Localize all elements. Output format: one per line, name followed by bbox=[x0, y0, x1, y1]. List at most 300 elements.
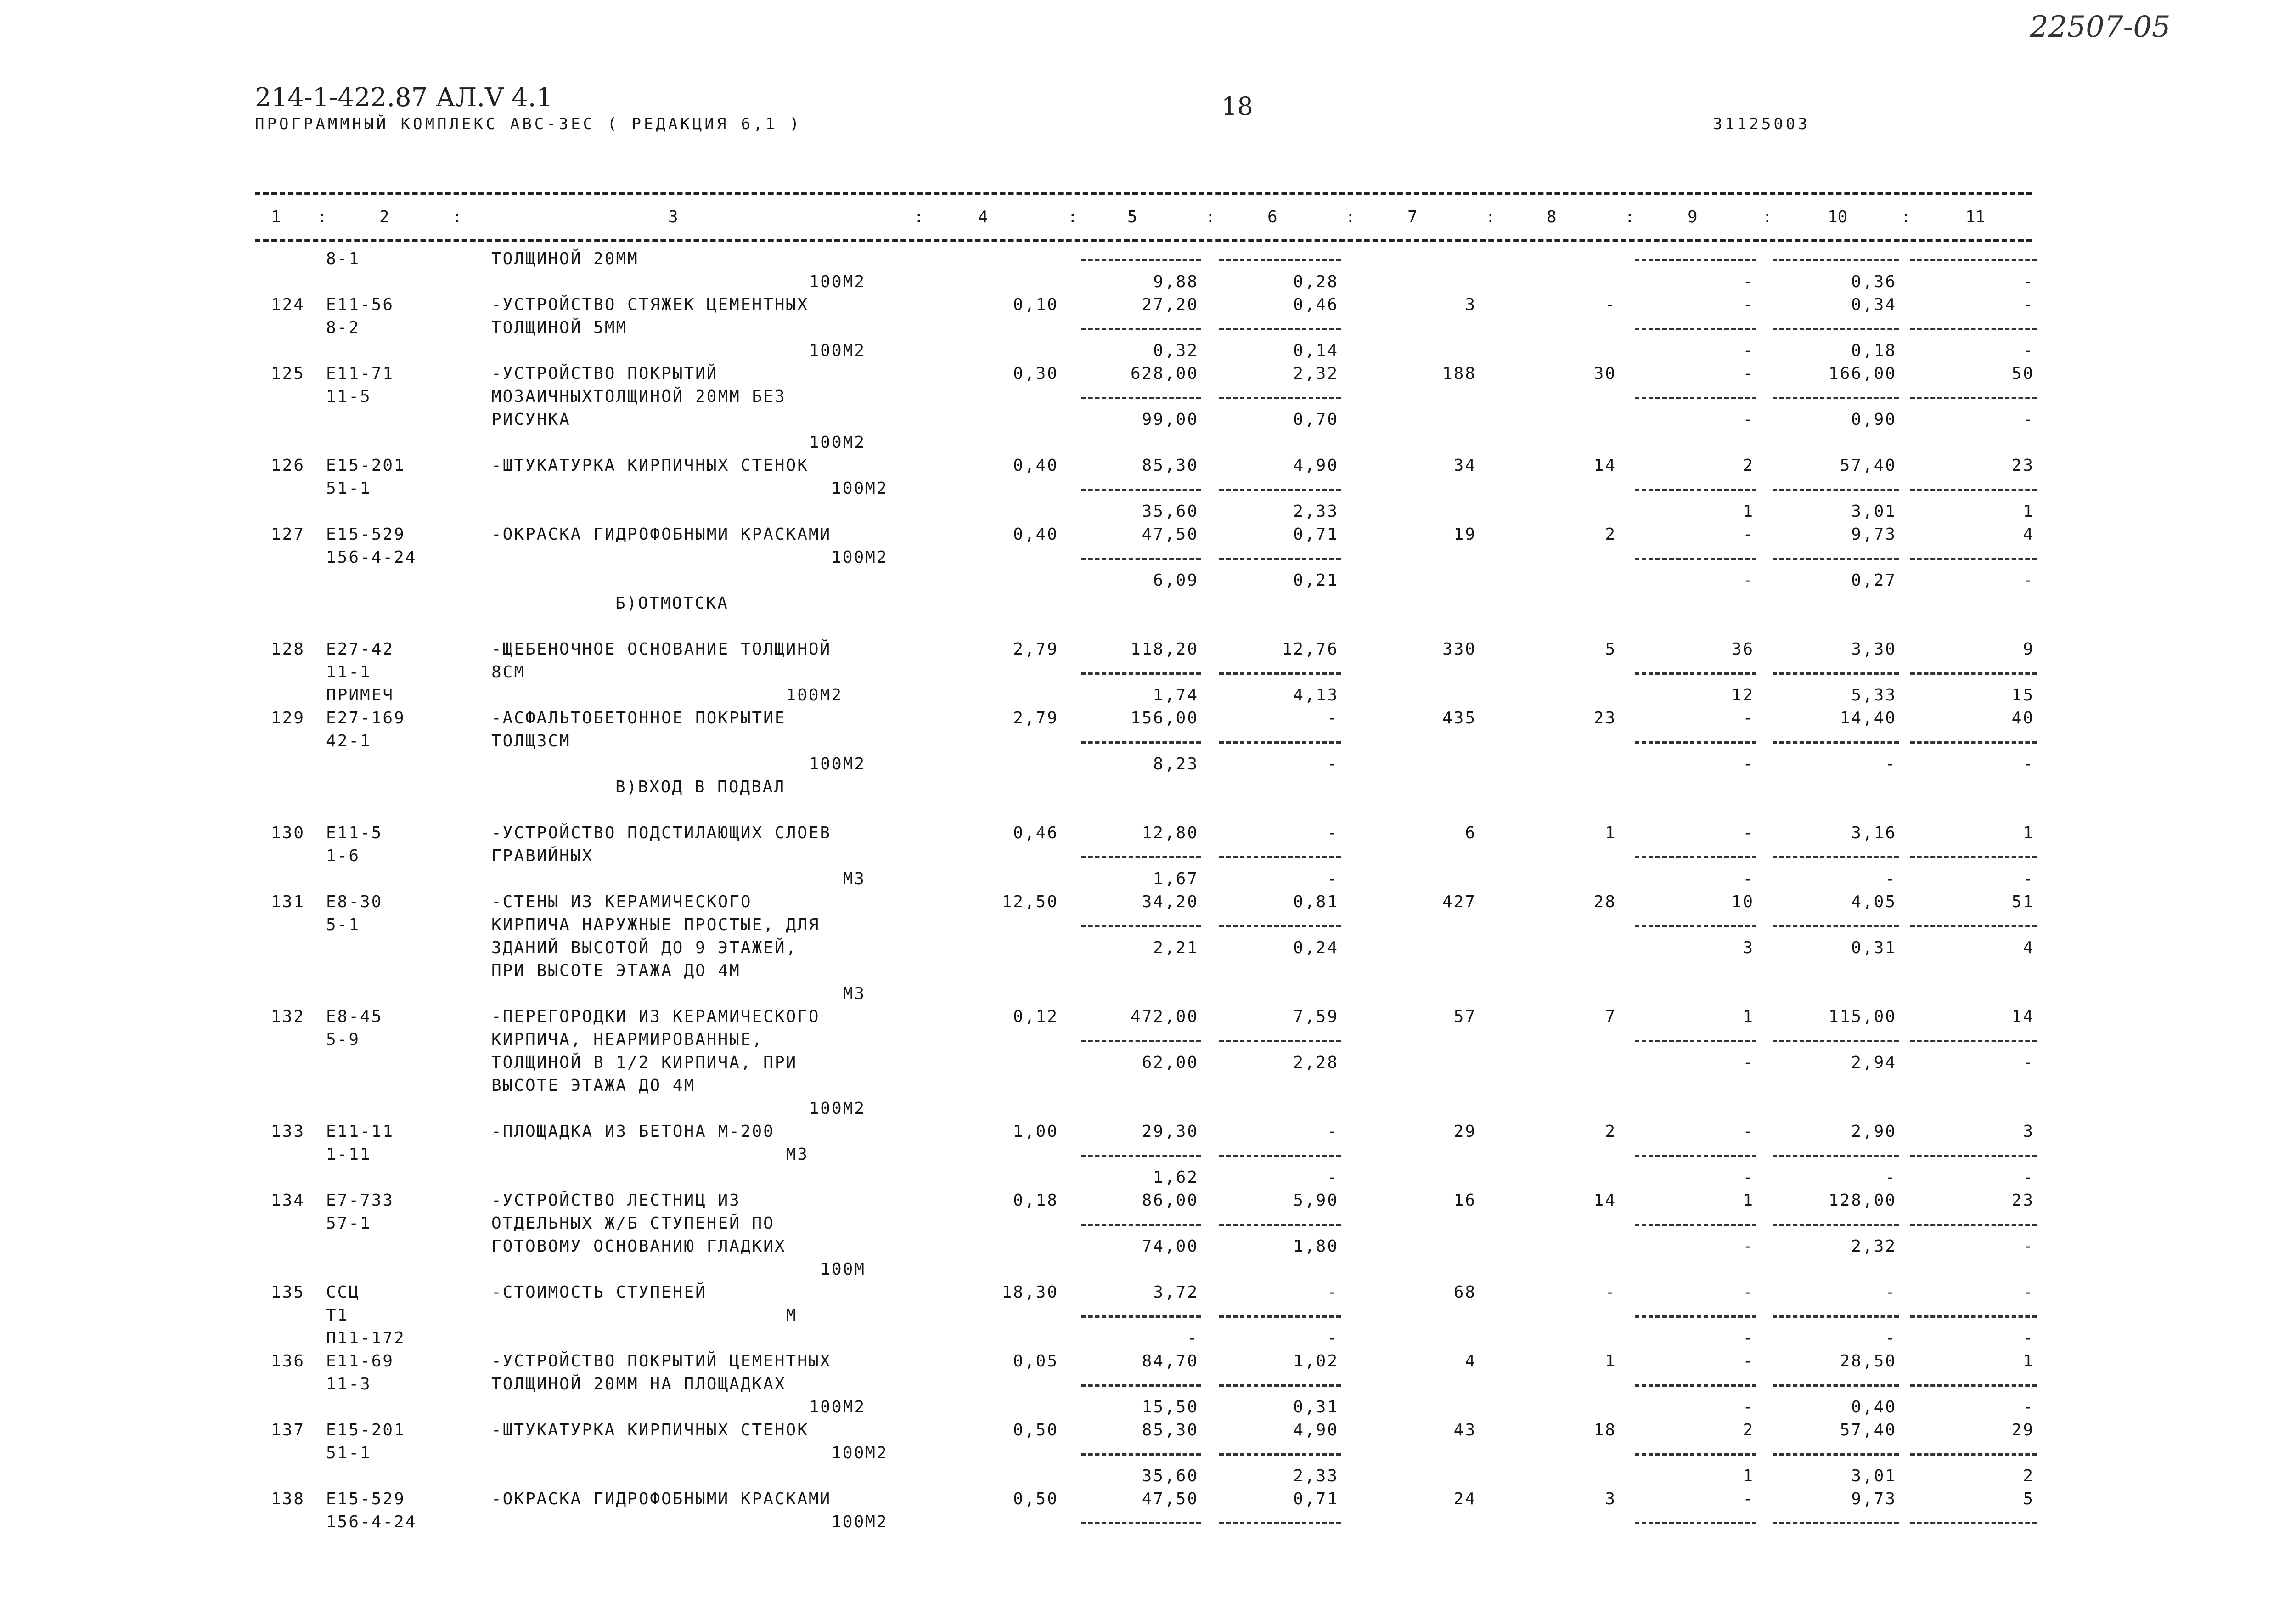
cell-desc: МОЗАИЧНЫХТОЛЩИНОЙ 20ММ БЕЗ bbox=[491, 387, 786, 406]
cell-m: 0,46 bbox=[1293, 295, 1339, 314]
cell-no: 126 bbox=[271, 456, 305, 475]
cell-c11: 5 bbox=[2023, 1490, 2034, 1508]
cell-p: 99,00 bbox=[1142, 410, 1199, 429]
cell-c11: - bbox=[2023, 1398, 2034, 1417]
dashed-subrule bbox=[1081, 1453, 1201, 1456]
cell-desc: 100М2 bbox=[491, 1513, 888, 1531]
cell-c11: 51 bbox=[2011, 892, 2034, 911]
cell-code: 1-11 bbox=[326, 1145, 371, 1164]
cell-c10: 9,73 bbox=[1851, 525, 1896, 544]
cell-no: 132 bbox=[271, 1007, 305, 1026]
cell-c9: - bbox=[1743, 1122, 1754, 1141]
table-row bbox=[0, 294, 2296, 316]
cell-desc: ГРАВИЙНЫХ bbox=[491, 847, 594, 865]
table-row bbox=[0, 730, 2296, 752]
cell-code: Е27-169 bbox=[326, 709, 405, 728]
cell-c8: - bbox=[1605, 295, 1616, 314]
cell-m: 2,28 bbox=[1293, 1053, 1339, 1072]
cell-c10: 4,05 bbox=[1851, 892, 1896, 911]
cell-p: 86,00 bbox=[1142, 1191, 1199, 1210]
cell-desc: -АСФАЛЬТОБЕТОННОЕ ПОКРЫТИЕ bbox=[491, 709, 786, 728]
cell-k: 18,30 bbox=[1002, 1283, 1058, 1302]
table-row bbox=[0, 1213, 2296, 1235]
cell-k: 2,79 bbox=[1013, 640, 1058, 659]
cell-p: 156,00 bbox=[1130, 709, 1199, 728]
cell-desc: -УСТРОЙСТВО СТЯЖЕК ЦЕМЕНТНЫХ bbox=[491, 295, 809, 314]
cell-desc: ЗДАНИЙ ВЫСОТОЙ ДО 9 ЭТАЖЕЙ, bbox=[491, 938, 798, 957]
cell-code: Е8-30 bbox=[326, 892, 383, 911]
cell-desc: -ШТУКАТУРКА КИРПИЧНЫХ СТЕНОК bbox=[491, 456, 809, 475]
col-sep: : bbox=[1762, 208, 1773, 226]
table-row bbox=[0, 524, 2296, 546]
dashed-subrule bbox=[1773, 741, 1899, 744]
dashed-subrule bbox=[1910, 1315, 2037, 1318]
col-header-7: 7 bbox=[1407, 208, 1418, 226]
cell-c11: 3 bbox=[2023, 1122, 2034, 1141]
cell-c7: 24 bbox=[1453, 1490, 1476, 1508]
cell-c9: 2 bbox=[1743, 456, 1754, 475]
table-row bbox=[0, 432, 2296, 454]
cell-p: 1,67 bbox=[1153, 869, 1199, 888]
cell-c9: - bbox=[1743, 1283, 1754, 1302]
cell-c11: 29 bbox=[2011, 1421, 2034, 1439]
table-row bbox=[0, 1488, 2296, 1510]
cell-m: - bbox=[1327, 1283, 1339, 1302]
cell-c9: - bbox=[1743, 709, 1754, 728]
cell-m: 0,14 bbox=[1293, 341, 1339, 360]
cell-no: 133 bbox=[271, 1122, 305, 1141]
cell-desc: -ПЕРЕГОРОДКИ ИЗ КЕРАМИЧЕСКОГО bbox=[491, 1007, 820, 1026]
cell-c9: - bbox=[1743, 1168, 1754, 1187]
table-row bbox=[0, 1442, 2296, 1464]
cell-code: Е15-529 bbox=[326, 1490, 405, 1508]
cell-c7: 427 bbox=[1442, 892, 1476, 911]
cell-code: 42-1 bbox=[326, 732, 371, 751]
cell-p: 9,88 bbox=[1153, 272, 1199, 291]
archive-stamp: 22507-05 bbox=[2030, 10, 2171, 44]
unit-of-measure: 100М2 bbox=[809, 272, 866, 291]
col-header-10: 10 bbox=[1828, 208, 1848, 226]
cell-m: 4,13 bbox=[1293, 686, 1339, 705]
cell-code: 8-2 bbox=[326, 318, 360, 337]
cell-desc: 100М2 bbox=[491, 548, 888, 567]
cell-no: 137 bbox=[271, 1421, 305, 1439]
cell-c10: 0,36 bbox=[1851, 272, 1896, 291]
dashed-subrule bbox=[1910, 1155, 2037, 1157]
cell-c7: 43 bbox=[1453, 1421, 1476, 1439]
table-row bbox=[0, 1281, 2296, 1304]
cell-no: 125 bbox=[271, 364, 305, 383]
cell-m: 0,71 bbox=[1293, 1490, 1339, 1508]
cell-code: 11-1 bbox=[326, 663, 371, 682]
dashed-subrule bbox=[1081, 1315, 1201, 1318]
dashed-subrule bbox=[1910, 397, 2037, 399]
cell-c7: 330 bbox=[1442, 640, 1476, 659]
dashed-subrule bbox=[1219, 1522, 1341, 1524]
dashed-subrule bbox=[1910, 741, 2037, 744]
table-row bbox=[0, 478, 2296, 500]
document-code: 214-1-422.87 АЛ.V 4.1 bbox=[255, 83, 553, 113]
cell-c10: 0,18 bbox=[1851, 341, 1896, 360]
dashed-subrule bbox=[1773, 397, 1899, 399]
cell-m: 0,24 bbox=[1293, 938, 1339, 957]
dashed-subrule bbox=[1910, 672, 2037, 675]
cell-c9: - bbox=[1743, 1053, 1754, 1072]
cell-c9: - bbox=[1743, 755, 1754, 773]
cell-desc: 8СМ bbox=[491, 663, 526, 682]
cell-c11: - bbox=[2023, 410, 2034, 429]
dashed-subrule bbox=[1219, 856, 1341, 858]
cell-no: 130 bbox=[271, 824, 305, 842]
dashed-subrule bbox=[1635, 1522, 1756, 1524]
cell-c11: 4 bbox=[2023, 525, 2034, 544]
cell-desc: -ЩЕБЕНОЧНОЕ ОСНОВАНИЕ ТОЛЩИНОЙ bbox=[491, 640, 832, 659]
table-row bbox=[0, 1075, 2296, 1097]
cell-c11: - bbox=[2023, 295, 2034, 314]
cell-desc: 100М2 bbox=[491, 479, 888, 498]
table-row bbox=[0, 1236, 2296, 1258]
table-row bbox=[0, 1304, 2296, 1326]
cell-c8: 14 bbox=[1593, 1191, 1616, 1210]
cell-m: 1,02 bbox=[1293, 1352, 1339, 1371]
unit-of-measure: 100М2 bbox=[809, 433, 866, 452]
unit-of-measure: 100М2 bbox=[809, 1099, 866, 1118]
table-row bbox=[0, 1327, 2296, 1349]
cell-m: 0,31 bbox=[1293, 1398, 1339, 1417]
cell-c9: 2 bbox=[1743, 1421, 1754, 1439]
dashed-subrule bbox=[1773, 1522, 1899, 1524]
table-row bbox=[0, 868, 2296, 890]
col-sep: : bbox=[1205, 208, 1216, 226]
cell-c7: 435 bbox=[1442, 709, 1476, 728]
table-row bbox=[0, 1052, 2296, 1074]
cell-c11: 14 bbox=[2011, 1007, 2034, 1026]
dashed-subrule bbox=[1910, 558, 2037, 560]
col-sep: : bbox=[1486, 208, 1496, 226]
cell-m: 12,76 bbox=[1282, 640, 1339, 659]
cell-m: 0,71 bbox=[1293, 525, 1339, 544]
cell-p: 628,00 bbox=[1130, 364, 1199, 383]
dashed-subrule bbox=[1910, 489, 2037, 491]
col-sep: : bbox=[1068, 208, 1078, 226]
cell-m: - bbox=[1327, 1329, 1339, 1348]
cell-c8: 30 bbox=[1593, 364, 1616, 383]
dashed-subrule bbox=[1219, 1315, 1341, 1318]
cell-code: 51-1 bbox=[326, 1444, 371, 1462]
cell-code: 156-4-24 bbox=[326, 1513, 417, 1531]
dashed-subrule bbox=[1910, 328, 2037, 330]
cell-c7: 19 bbox=[1453, 525, 1476, 544]
dashed-subrule bbox=[1219, 1384, 1341, 1387]
cell-c7: 6 bbox=[1465, 824, 1476, 842]
cell-c9: 1 bbox=[1743, 502, 1754, 521]
cell-p: 85,30 bbox=[1142, 1421, 1199, 1439]
cell-desc: РИСУНКА bbox=[491, 410, 571, 429]
dashed-subrule bbox=[1219, 1040, 1341, 1042]
cell-c9: 12 bbox=[1731, 686, 1754, 705]
dashed-subrule bbox=[1773, 259, 1899, 261]
dashed-subrule bbox=[1635, 1315, 1756, 1318]
cell-c9: - bbox=[1743, 295, 1754, 314]
cell-desc: М3 bbox=[491, 1145, 809, 1164]
cell-code: Е11-69 bbox=[326, 1352, 394, 1371]
cell-desc: ВЫСОТЕ ЭТАЖА ДО 4М bbox=[491, 1076, 696, 1095]
cell-p: 0,32 bbox=[1153, 341, 1199, 360]
cell-c8: 18 bbox=[1593, 1421, 1616, 1439]
cell-k: 12,50 bbox=[1002, 892, 1058, 911]
cell-c11: 1 bbox=[2023, 824, 2034, 842]
col-header-3: 3 bbox=[668, 208, 678, 226]
dashed-subrule bbox=[1773, 489, 1899, 491]
dashed-subrule bbox=[1910, 1384, 2037, 1387]
table-row bbox=[0, 845, 2296, 867]
cell-c8: 1 bbox=[1605, 824, 1616, 842]
cell-c10: 0,40 bbox=[1851, 1398, 1896, 1417]
cell-c7: 57 bbox=[1453, 1007, 1476, 1026]
cell-p: 34,20 bbox=[1142, 892, 1199, 911]
dashed-subrule bbox=[1910, 259, 2037, 261]
unit-of-measure: М3 bbox=[843, 984, 866, 1003]
dashed-subrule bbox=[1635, 856, 1756, 858]
dashed-subrule bbox=[1635, 672, 1756, 675]
dashed-subrule bbox=[1219, 1224, 1341, 1226]
dashed-subrule bbox=[1910, 1224, 2037, 1226]
cell-c9: - bbox=[1743, 1352, 1754, 1371]
table-row bbox=[0, 799, 2296, 821]
cell-c10: - bbox=[1885, 869, 1896, 888]
cell-c7: 188 bbox=[1442, 364, 1476, 383]
cell-c9: - bbox=[1743, 824, 1754, 842]
cell-c11: - bbox=[2023, 869, 2034, 888]
cell-c11: - bbox=[2023, 571, 2034, 590]
cell-c11: - bbox=[2023, 341, 2034, 360]
col-sep: : bbox=[1901, 208, 1911, 226]
cell-c8: 7 bbox=[1605, 1007, 1616, 1026]
col-header-1: 1 bbox=[271, 208, 281, 226]
cell-c7: 34 bbox=[1453, 456, 1476, 475]
dashed-subrule bbox=[1081, 672, 1201, 675]
cell-p: 85,30 bbox=[1142, 456, 1199, 475]
dashed-subrule bbox=[1219, 259, 1341, 261]
cell-desc: ОТДЕЛЬНЫХ Ж/Б СТУПЕНЕЙ ПО bbox=[491, 1214, 775, 1233]
cell-c11: - bbox=[2023, 1168, 2034, 1187]
cell-c11: 1 bbox=[2023, 1352, 2034, 1371]
table-row bbox=[0, 1098, 2296, 1120]
cell-m: - bbox=[1327, 1168, 1339, 1187]
section-title: В)ВХОД В ПОДВАЛ bbox=[615, 778, 786, 796]
cell-c9: - bbox=[1743, 272, 1754, 291]
dashed-subrule bbox=[1910, 1453, 2037, 1456]
cell-desc: КИРПИЧА, НЕАРМИРОВАННЫЕ, bbox=[491, 1030, 764, 1049]
cell-code: 156-4-24 bbox=[326, 548, 417, 567]
cell-no: 135 bbox=[271, 1283, 305, 1302]
table-row bbox=[0, 547, 2296, 569]
cell-c10: 28,50 bbox=[1840, 1352, 1896, 1371]
cell-c9: 3 bbox=[1743, 938, 1754, 957]
cell-code: Е15-201 bbox=[326, 456, 405, 475]
cell-m: 5,90 bbox=[1293, 1191, 1339, 1210]
cell-k: 0,40 bbox=[1013, 456, 1058, 475]
cell-c11: 15 bbox=[2011, 686, 2034, 705]
unit-of-measure: 100М2 bbox=[809, 1398, 866, 1417]
cell-k: 0,50 bbox=[1013, 1490, 1058, 1508]
cell-c11: 23 bbox=[2011, 456, 2034, 475]
dashed-subrule bbox=[1219, 925, 1341, 927]
cell-k: 0,50 bbox=[1013, 1421, 1058, 1439]
dashed-subrule bbox=[1081, 1522, 1201, 1524]
cell-m: - bbox=[1327, 755, 1339, 773]
cell-c7: 3 bbox=[1465, 295, 1476, 314]
dashed-subrule bbox=[1635, 397, 1756, 399]
cell-no: 128 bbox=[271, 640, 305, 659]
cell-desc: ГОТОВОМУ ОСНОВАНИЮ ГЛАДКИХ bbox=[491, 1237, 786, 1256]
cell-c8: 1 bbox=[1605, 1352, 1616, 1371]
cell-m: - bbox=[1327, 1122, 1339, 1141]
col-sep: : bbox=[1625, 208, 1635, 226]
cell-desc: 100М2 bbox=[491, 686, 843, 705]
cell-k: 1,00 bbox=[1013, 1122, 1058, 1141]
cell-code: Е15-529 bbox=[326, 525, 405, 544]
dashed-subrule bbox=[1635, 925, 1756, 927]
cell-m: 2,33 bbox=[1293, 1467, 1339, 1485]
cell-code: Е27-42 bbox=[326, 640, 394, 659]
cell-code: П11-172 bbox=[326, 1329, 405, 1348]
dashed-subrule bbox=[1773, 1040, 1899, 1042]
cell-c11: - bbox=[2023, 1329, 2034, 1348]
cell-p: 8,23 bbox=[1153, 755, 1199, 773]
cell-k: 0,05 bbox=[1013, 1352, 1058, 1371]
cell-no: 129 bbox=[271, 709, 305, 728]
cell-c10: 2,90 bbox=[1851, 1122, 1896, 1141]
cell-c11: 2 bbox=[2023, 1467, 2034, 1485]
cell-m: 0,21 bbox=[1293, 571, 1339, 590]
cell-c8: 28 bbox=[1593, 892, 1616, 911]
dashed-subrule bbox=[1081, 856, 1201, 858]
dashed-subrule bbox=[1219, 1453, 1341, 1456]
dashed-subrule bbox=[1081, 397, 1201, 399]
table-row bbox=[0, 638, 2296, 660]
cell-no: 127 bbox=[271, 525, 305, 544]
cell-c9: - bbox=[1743, 341, 1754, 360]
cell-code: 11-3 bbox=[326, 1375, 371, 1394]
table-row bbox=[0, 707, 2296, 729]
cell-p: 47,50 bbox=[1142, 525, 1199, 544]
cell-c10: 3,01 bbox=[1851, 502, 1896, 521]
dashed-subrule bbox=[1773, 1315, 1899, 1318]
unit-of-measure: 100М2 bbox=[809, 341, 866, 360]
cell-c10: 57,40 bbox=[1840, 1421, 1896, 1439]
dashed-subrule bbox=[1635, 1453, 1756, 1456]
cell-m: 0,70 bbox=[1293, 410, 1339, 429]
cell-m: 7,59 bbox=[1293, 1007, 1339, 1026]
dashed-subrule bbox=[1081, 741, 1201, 744]
cell-code: ССЦ bbox=[326, 1283, 360, 1302]
dashed-subrule bbox=[1910, 925, 2037, 927]
cell-c8: 3 bbox=[1605, 1490, 1616, 1508]
dashed-subrule bbox=[1773, 925, 1899, 927]
cell-c10: 0,90 bbox=[1851, 410, 1896, 429]
cell-no: 124 bbox=[271, 295, 305, 314]
cell-c9: 36 bbox=[1731, 640, 1754, 659]
cell-k: 0,18 bbox=[1013, 1191, 1058, 1210]
dashed-subrule bbox=[1773, 1224, 1899, 1226]
table-row bbox=[0, 983, 2296, 1005]
cell-c10: 0,31 bbox=[1851, 938, 1896, 957]
cell-p: 2,21 bbox=[1153, 938, 1199, 957]
cell-c7: 29 bbox=[1453, 1122, 1476, 1141]
col-header-5: 5 bbox=[1127, 208, 1137, 226]
dashed-subrule bbox=[1081, 558, 1201, 560]
cell-c9: 10 bbox=[1731, 892, 1754, 911]
cell-c11: 40 bbox=[2011, 709, 2034, 728]
table-row bbox=[0, 891, 2296, 913]
dashed-subrule bbox=[1219, 672, 1341, 675]
cell-c10: - bbox=[1885, 1168, 1896, 1187]
cell-c11: - bbox=[2023, 1283, 2034, 1302]
cell-c7: 68 bbox=[1453, 1283, 1476, 1302]
table-row bbox=[0, 570, 2296, 592]
cell-code: 1-6 bbox=[326, 847, 360, 865]
table-row bbox=[0, 684, 2296, 706]
dashed-subrule bbox=[1219, 741, 1341, 744]
cell-no: 131 bbox=[271, 892, 305, 911]
table-row bbox=[0, 317, 2296, 339]
cell-k: 0,40 bbox=[1013, 525, 1058, 544]
cell-c10: 2,32 bbox=[1851, 1237, 1896, 1256]
dashed-subrule bbox=[1219, 558, 1341, 560]
cell-p: 47,50 bbox=[1142, 1490, 1199, 1508]
dashed-subrule bbox=[1910, 1522, 2037, 1524]
cell-no: 138 bbox=[271, 1490, 305, 1508]
cell-desc: -ОКРАСКА ГИДРОФОБНЫМИ КРАСКАМИ bbox=[491, 1490, 832, 1508]
dashed-subrule bbox=[1635, 1155, 1756, 1157]
cell-k: 0,46 bbox=[1013, 824, 1058, 842]
dashed-subrule bbox=[1773, 856, 1899, 858]
unit-of-measure: 100М2 bbox=[809, 755, 866, 773]
cell-m: 2,32 bbox=[1293, 364, 1339, 383]
cell-code: Т1 bbox=[326, 1306, 349, 1325]
dashed-subrule bbox=[1635, 741, 1756, 744]
dashed-subrule bbox=[1081, 1384, 1201, 1387]
dashed-subrule bbox=[1081, 925, 1201, 927]
cell-k: 0,10 bbox=[1013, 295, 1058, 314]
dashed-subrule bbox=[1635, 328, 1756, 330]
table-row bbox=[0, 1465, 2296, 1487]
cell-c11: 50 bbox=[2011, 364, 2034, 383]
cell-c9: 1 bbox=[1743, 1191, 1754, 1210]
doc-number: 31125003 bbox=[1713, 115, 1810, 133]
table-row bbox=[0, 271, 2296, 293]
cell-p: 74,00 bbox=[1142, 1237, 1199, 1256]
cell-code: 11-5 bbox=[326, 387, 371, 406]
cell-p: 1,62 bbox=[1153, 1168, 1199, 1187]
cell-code: Е15-201 bbox=[326, 1421, 405, 1439]
cell-p: 3,72 bbox=[1153, 1283, 1199, 1302]
cell-c10: 57,40 bbox=[1840, 456, 1896, 475]
cell-p: 472,00 bbox=[1130, 1007, 1199, 1026]
top-rule bbox=[255, 192, 2032, 195]
dashed-subrule bbox=[1773, 1155, 1899, 1157]
cell-code: Е11-11 bbox=[326, 1122, 394, 1141]
dashed-subrule bbox=[1910, 1040, 2037, 1042]
dashed-subrule bbox=[1773, 328, 1899, 330]
cell-m: 4,90 bbox=[1293, 456, 1339, 475]
cell-c11: - bbox=[2023, 1053, 2034, 1072]
cell-code: Е11-56 bbox=[326, 295, 394, 314]
cell-c11: - bbox=[2023, 755, 2034, 773]
cell-desc: ТОЛЩИНОЙ В 1/2 КИРПИЧА, ПРИ bbox=[491, 1053, 798, 1072]
cell-desc: ТОЛЩИНОЙ 5ММ bbox=[491, 318, 628, 337]
